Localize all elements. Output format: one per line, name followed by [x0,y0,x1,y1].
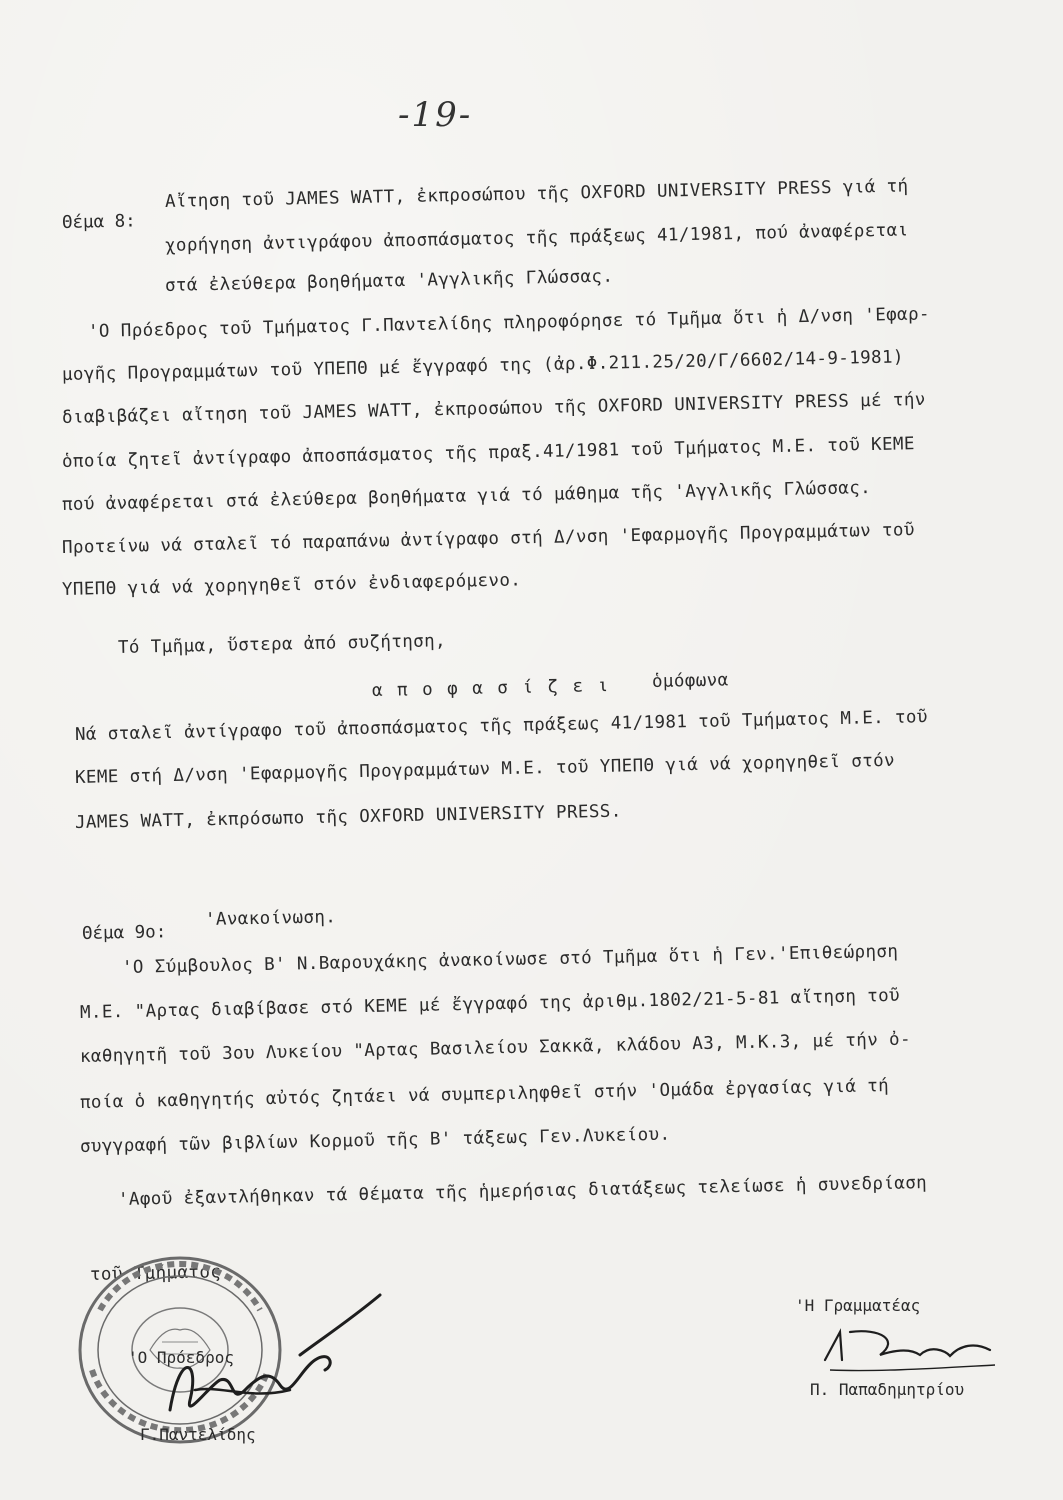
closing-line: τοῦ Τμήματος. [89,1262,233,1285]
paragraph-line: ΥΠΕΠΘ γιά νά χορηγηθεῖ στόν ἐνδιαφερόμενο. [61,570,522,600]
president-name: Γ.Παντελίδης [140,1425,256,1444]
secretary-signature [820,1320,1000,1380]
decision-line: ΚΕΜΕ στή Δ/νση 'Εφαρμογῆς Προγραμμάτων Μ.Ε. τοῦ ΥΠΕΠΘ γιά νά χορηγηθεῖ στόν [74,750,896,788]
closing-line: 'Αφοῦ ἐξαντλήθηκαν τά θέματα τῆς ἡμερήσιας διατάξεως τελείωσε ἡ συνεδρίαση [117,1173,928,1210]
secretary-title: 'Η Γραμματέας [795,1296,921,1315]
topic-8-title-line: στά ἐλεύθερα βοηθήματα 'Αγγλικῆς Γλώσσας. [164,266,614,296]
paragraph-line: διαβιβάζει αἴτηση τοῦ JAMES WATT, ἐκπροσώπου τῆς OXFORD UNIVERSITY PRESS μέ τήν [61,389,926,428]
paragraph-line: ποία ὁ καθηγητής αὐτός ζητάει νά συμπεριληφθεῖ στήν 'Ομάδα ἐργασίας γιά τή [79,1076,890,1113]
paragraph-line: μογῆς Προγραμμάτων τοῦ ΥΠΕΠΘ μέ ἔγγραφό της (ἀρ.Φ.211.25/20/Γ/6602/14-9-1981) [61,347,905,385]
decision-line: Νά σταλεῖ ἀντίγραφο τοῦ ἀποσπάσματος τῆς πράξεως 41/1981 τοῦ Τμήματος Μ.Ε. τοῦ [74,707,929,745]
paragraph-line: καθηγητῆ τοῦ 3ου Λυκείου "Αρτας Βασιλείου Σακκᾶ, κλάδου Α3, Μ.Κ.3, μέ τήν ὀ- [79,1029,912,1067]
topic-9-label: Θέμα 9ο: [81,922,167,944]
paragraph-line: 'Ο Πρόεδρος τοῦ Τμήματος Γ.Παντελίδης πληροφόρησε τό Τμῆμα ὅτι ἡ Δ/νση 'Εφαρ- [87,304,931,342]
president-signature [150,1290,390,1430]
unanimously-label: ὁμόφωνα [651,670,729,692]
paragraph-line: πού ἀναφέρεται στά ἐλεύθερα βοηθήματα γιά τό μάθημα τῆς 'Αγγλικῆς Γλώσσας. [61,478,872,515]
paragraph-line: ὁποία ζητεῖ ἀντίγραφο ἀποσπάσματος τῆς πραξ.41/1981 τοῦ Τμήματος Μ.Ε. τοῦ ΚΕΜΕ [61,434,916,472]
paragraph-line: Μ.Ε. "Αρτας διαβίβασε στό ΚΕΜΕ μέ ἔγγραφό της ἀριθμ.1802/21-5-81 αἴτηση τοῦ [79,985,901,1023]
topic-9-title: 'Ανακοίνωση. [204,907,337,930]
discussion-line: Τό Τμῆμα, ὕστερα ἀπό συζήτηση, [117,631,447,658]
topic-8-title-line: Αἴτηση τοῦ JAMES WATT, ἐκπροσώπου τῆς OXFORD UNIVERSITY PRESS γιά τή [164,176,909,212]
paragraph-line: συγγραφή τῶν βιβλίων Κορμοῦ τῆς Β' τάξεως Γεν.Λυκείου. [79,1124,671,1157]
paragraph-line: Προτείνω νά σταλεῖ τό παραπάνω ἀντίγραφο στή Δ/νση 'Εφαρμογῆς Προγραμμάτων τοῦ [61,520,916,558]
president-title: 'Ο Πρόεδρος [128,1348,234,1367]
paragraph-line: 'Ο Σύμβουλος Β' Ν.Βαρουχάκης ἀνακοίνωσε στό Τμῆμα ὅτι ἡ Γεν.'Επιθεώρηση [121,941,899,978]
topic-8-title-line: χορήγηση ἀντιγράφου ἀποσπάσματος τῆς πράξεως 41/1981, πού ἀναφέρεται [164,220,909,256]
secretary-name: Π. Παπαδημητρίου [810,1380,965,1399]
page-number: -19- [398,95,473,135]
topic-8-label: Θέμα 8: [61,211,136,233]
decision-line: JAMES WATT, ἐκπρόσωπο τῆς OXFORD UNIVERSITY PRESS. [74,801,622,833]
decides-heading: α π ο φ α σ ί ζ ε ι [371,676,611,701]
